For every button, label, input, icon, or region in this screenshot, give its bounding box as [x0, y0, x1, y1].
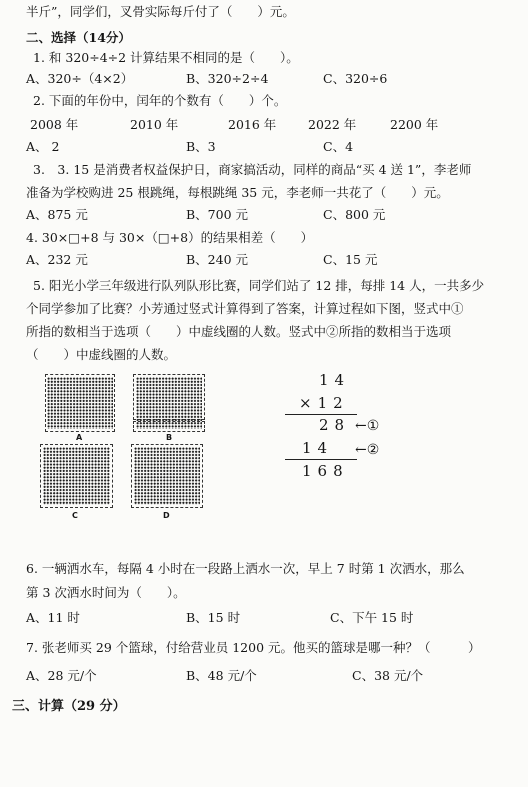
vm-partial-1: 28: [319, 416, 351, 434]
q2-year-5: 2200 年: [390, 117, 439, 132]
q2-year-1: 2008 年: [30, 117, 79, 132]
q2-year-3: 2016 年: [228, 117, 277, 132]
q4-option-c[interactable]: C、15 元: [323, 252, 378, 267]
q2-text: 2. 下面的年份中，闰年的个数有（ ）个。: [33, 93, 287, 108]
vm-multiplicand: 14: [319, 371, 351, 389]
vm-arrow-1: ←①: [355, 418, 380, 434]
q3-option-b[interactable]: B、700 元: [186, 207, 249, 222]
q1-option-a[interactable]: A、320÷（4×2）: [26, 71, 134, 86]
vm-line-2: [285, 459, 357, 460]
figure-a-dots: [47, 377, 113, 429]
q6-option-c[interactable]: C、下午 15 时: [330, 610, 414, 625]
q2-option-c[interactable]: C、4: [323, 139, 354, 154]
q2-year-2: 2010 年: [130, 117, 179, 132]
figure-c-label: C: [72, 511, 78, 520]
q2-year-4: 2022 年: [308, 117, 357, 132]
vm-arrow-2: ←②: [355, 442, 380, 458]
q3-line-2: 准备为学校购进 25 根跳绳，每根跳绳 35 元，李老师一共花了（ ）元。: [26, 185, 449, 200]
q6-option-a[interactable]: A、11 时: [26, 610, 80, 625]
q6-line-2: 第 3 次洒水时间为（ ）。: [26, 585, 186, 600]
figure-d-dots: [134, 447, 200, 505]
q4-option-a[interactable]: A、232 元: [26, 252, 88, 267]
q7-option-b[interactable]: B、48 元/个: [186, 668, 257, 683]
figure-c-dots: [43, 447, 110, 505]
q3-line-1: 3. 3. 15 是消费者权益保护日，商家搞活动，同样的商品“买 4 送 1”，李老师: [33, 162, 472, 177]
vm-partial-2: 14: [302, 439, 334, 457]
q4-text: 4. 30×□+8 与 30×（□+8）的结果相差（ ）: [26, 230, 314, 245]
q7-text: 7. 张老师买 29 个篮球，付给营业员 1200 元。他买的篮球是哪一种？（ ）: [26, 640, 481, 655]
q7-option-a[interactable]: A、28 元/个: [26, 668, 97, 683]
vm-multiplier: ×12: [299, 394, 349, 412]
q1-text: 1. 和 320÷4÷2 计算结果不相同的是（ ）。: [33, 50, 299, 65]
carry-over-line: 半斤”，同学们，叉骨实际每斤付了（ ）元。: [26, 4, 295, 19]
q1-option-b[interactable]: B、320÷2÷4: [186, 71, 269, 86]
q4-option-b[interactable]: B、240 元: [186, 252, 249, 267]
q3-option-a[interactable]: A、875 元: [26, 207, 88, 222]
q7-option-c[interactable]: C、38 元/个: [352, 668, 424, 683]
q3-option-c[interactable]: C、800 元: [323, 207, 386, 222]
figure-b-label: B: [166, 433, 173, 442]
q5-line-1: 5. 阳光小学三年级进行队列队形比赛，同学们站了 12 排，每排 14 人，一共多少: [33, 278, 485, 293]
q5-line-4: （ ）中虚线圈的人数。: [26, 347, 177, 362]
vm-result: 168: [302, 462, 349, 480]
q2-option-b[interactable]: B、3: [186, 139, 216, 154]
figure-d-label: D: [163, 511, 170, 520]
q5-line-2: 个同学参加了比赛？小芳通过竖式计算得到了答案，计算过程如下图，竖式中①: [26, 301, 464, 316]
q6-line-1: 6. 一辆洒水车，每隔 4 小时在一段路上洒水一次，早上 7 时第 1 次洒水，那么: [26, 561, 465, 576]
q6-option-b[interactable]: B、15 时: [186, 610, 241, 625]
figure-b-dashed-circle-bottom[interactable]: [133, 421, 205, 432]
q1-option-c[interactable]: C、320÷6: [323, 71, 388, 86]
section-3-title: 三、计算（29 分）: [12, 699, 126, 714]
figure-a-label: A: [76, 433, 83, 442]
q2-option-a[interactable]: A、 2: [26, 139, 60, 154]
q5-line-3: 所指的数相当于选项（ ）中虚线圈的人数。竖式中②所指的数相当于选项: [26, 324, 452, 339]
section-2-title: 二、选择（14分）: [26, 30, 131, 45]
